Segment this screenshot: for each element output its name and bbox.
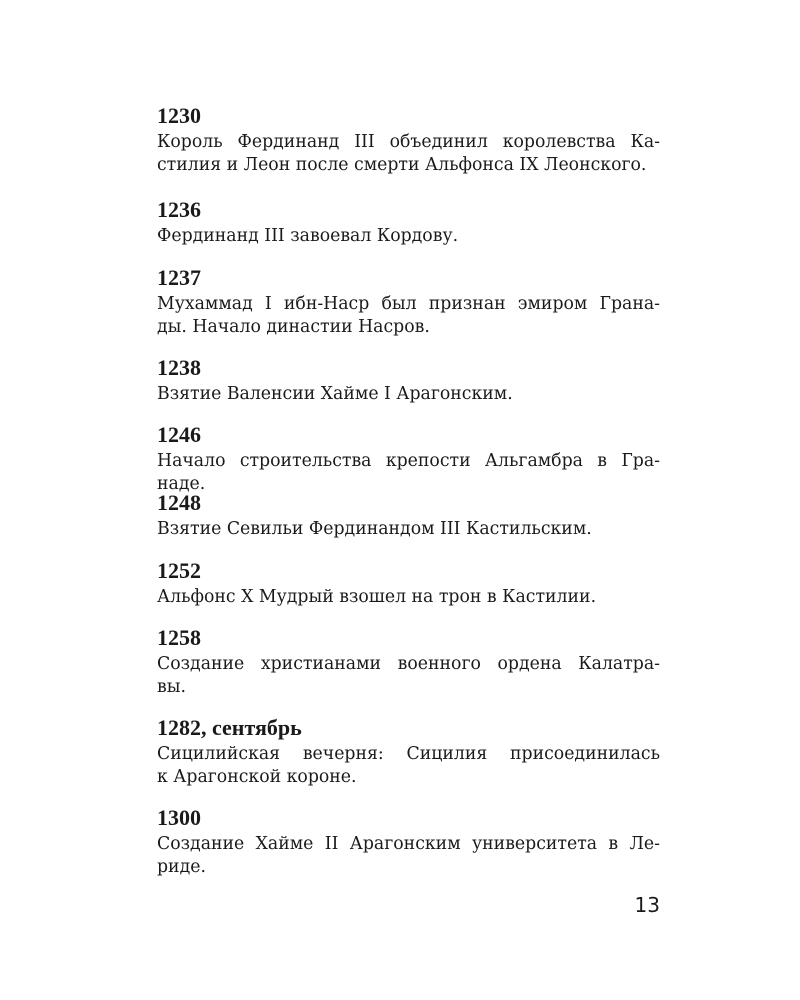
entry-text — [157, 586, 660, 609]
entry-text — [157, 653, 660, 699]
entry-text — [157, 518, 660, 541]
entry-text-line: Взятие Севильи Фердинандом III Кастильским. — [157, 519, 592, 539]
chronology-entry-1258 — [157, 626, 660, 699]
entry-year: 1282, сентябрь — [157, 715, 302, 740]
entry-text — [157, 225, 660, 248]
entry-text-line: риде. — [157, 857, 206, 877]
entry-text — [157, 743, 660, 789]
entry-text-line: Начало строительства крепости Альгамбра в Гра- — [157, 451, 660, 471]
chronology-entry-1230 — [157, 104, 660, 177]
entry-text-line: Взятие Валенсии Хайме I Арагонским. — [157, 384, 513, 404]
chronology-entry-1236 — [157, 198, 660, 248]
entry-year: 1237 — [157, 265, 201, 290]
entry-year: 1236 — [157, 197, 201, 222]
entry-year: 1248 — [157, 490, 201, 515]
entry-text — [157, 450, 660, 496]
entry-year: 1252 — [157, 558, 201, 583]
entry-text-line: к Арагонской короне. — [157, 767, 357, 787]
entry-text-line: Мухаммад I ибн-Наср был признан эмиром Грана- — [157, 294, 660, 314]
entry-text-line: Сицилийская вечерня: Сицилия присоединилась — [157, 744, 660, 764]
entry-text-line: стилия и Леон после смерти Альфонса IX Леонского. — [157, 155, 647, 175]
chronology-entry-1282 — [157, 716, 660, 789]
entry-text — [157, 131, 660, 177]
entry-text — [157, 293, 660, 339]
chronology-entry-1246 — [157, 423, 660, 496]
chronology-entry-1238 — [157, 356, 660, 406]
entry-year: 1246 — [157, 422, 201, 447]
entry-text-line: Создание христианами военного ордена Калатра- — [157, 654, 660, 674]
entry-text-line: Альфонс X Мудрый взошел на трон в Кастилии. — [157, 587, 597, 607]
chronology-entry-1252 — [157, 559, 660, 609]
chronology-entry-1248 — [157, 491, 660, 541]
chronology-entry-1237 — [157, 266, 660, 339]
chronology-entry-1300 — [157, 806, 660, 879]
entry-year: 1238 — [157, 355, 201, 380]
entry-text-line: Создание Хайме II Арагонским университета в Ле- — [157, 834, 660, 854]
entry-text — [157, 383, 660, 406]
page-number: 13 — [634, 893, 660, 917]
entry-text-line: наде. — [157, 474, 206, 494]
entry-text — [157, 833, 660, 879]
entry-year: 1258 — [157, 625, 201, 650]
entry-text-line: Фердинанд III завоевал Кордову. — [157, 226, 459, 246]
entry-text-line: Король Фердинанд III объединил королевства Ка- — [157, 132, 660, 152]
entry-year: 1300 — [157, 805, 201, 830]
entry-text-line: ды. Начало династии Насров. — [157, 317, 430, 337]
entry-text-line: вы. — [157, 677, 186, 697]
entry-year: 1230 — [157, 103, 201, 128]
